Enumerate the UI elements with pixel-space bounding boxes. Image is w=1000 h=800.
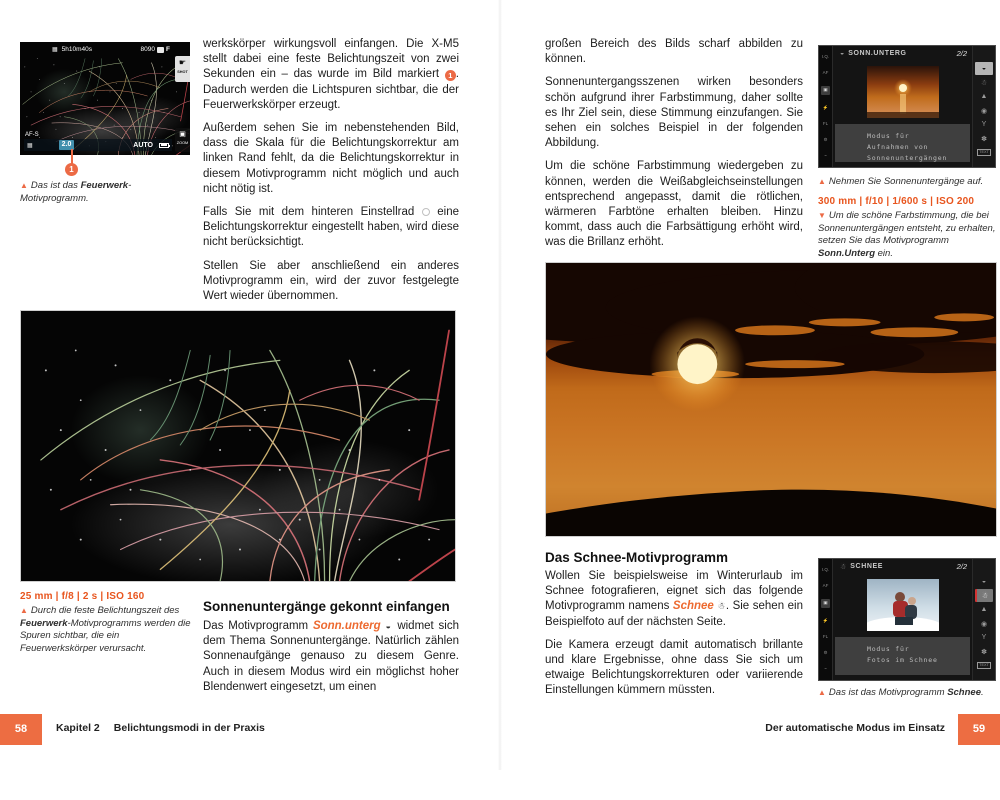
scene-text-item[interactable] xyxy=(975,659,993,672)
sunset-icon: ◒ xyxy=(840,50,845,57)
touch-pointer-icon: ☛ xyxy=(178,58,187,67)
af-mf-menu-icon[interactable]: AF xyxy=(822,69,829,75)
caption-up-triangle-icon: ▲ xyxy=(20,606,28,615)
remaining-time: 5h10m40s xyxy=(61,46,93,53)
scene-mode-list xyxy=(972,46,995,167)
menu-main-area xyxy=(833,46,972,167)
caption-up-triangle-icon: ▲ xyxy=(20,181,28,190)
paragraph: Die Kamera erzeugt damit automatisch brillante und klare Ergebnisse, ohne dass Sie sich um etwaige Belichtungskorrekturen oder variierende Einstellungen kümmern müssten. xyxy=(545,638,803,697)
paragraph-text: Das Motivprogramm xyxy=(203,620,313,632)
snow-preview-thumbnail xyxy=(867,579,939,631)
sunset-exif-settings: 300 mm | f/10 | 1/600 s | ISO 200 xyxy=(818,196,975,207)
snow-section-paragraphs xyxy=(545,569,803,707)
caption-fireworks-screen xyxy=(20,180,192,205)
menu-left-sidebar xyxy=(819,559,833,680)
scene-night-item[interactable]: ◉ xyxy=(980,107,988,115)
scene-night-item[interactable]: ◉ xyxy=(980,620,988,628)
iq-menu-icon[interactable]: I.Q. xyxy=(821,53,830,59)
menu-description-panel xyxy=(835,637,970,675)
menu-title: SCHNEE xyxy=(850,563,884,570)
menu-title: SONN.UNTERG xyxy=(848,50,907,57)
metering-icon: ▦ xyxy=(27,142,33,149)
liveview-bottom-bar xyxy=(24,139,172,151)
menu-desc-line: Aufnahmen von xyxy=(867,143,929,151)
paragraph xyxy=(203,619,459,695)
section-heading-snow: Das Schnee-Motivprogramm xyxy=(545,550,729,565)
sunset-mode-icon: ◒ xyxy=(385,621,393,631)
menu-main-area xyxy=(833,559,972,680)
caption-bold: Schnee xyxy=(947,687,981,698)
af-mode-label: AF-S xyxy=(25,132,39,138)
caption-bold: Feuerwerk xyxy=(20,617,68,629)
menu-page-indicator: 2/2 xyxy=(956,562,967,571)
camera-menu-snow xyxy=(818,558,996,681)
menu-description-panel xyxy=(835,124,970,162)
scene-party-item[interactable]: Y xyxy=(981,121,987,128)
scene-flower-item[interactable]: ✽ xyxy=(981,648,987,656)
paragraph-text: widmet sich dem Thema Sonnenuntergänge. Natürlich zählen Sonnenaufgänge genauso zu diesem Genre. Auch in diesem Modus wird ein möglichst hoher Blendenwert eingesetzt, um einen xyxy=(203,620,459,693)
caption-bold: Feuerwerk xyxy=(80,180,129,191)
keyword-schnee: Schnee xyxy=(672,600,714,613)
scene-snow-item[interactable]: ☃ xyxy=(980,79,988,87)
caption-text: Das ist das xyxy=(30,180,81,191)
paragraph-text: werkskörper wirkungsvoll einfangen. Die X-M5 stellt dabei eine feste Belichtungszeit von zwei Sekunden ein – das wurde im Bild markiert xyxy=(203,38,459,81)
shutter-speed-value: 2.0 xyxy=(59,140,75,150)
page-number-right: 59 xyxy=(958,714,1000,745)
paragraph-text: eine Belichtungskorrektur eingestellt haben, wird diese nicht berücksichtigt. xyxy=(203,206,459,249)
caption-text-2: . xyxy=(980,687,984,698)
paragraph: großen Bereich des Bilds scharf abbilden zu können. xyxy=(545,38,803,66)
shot-tab[interactable] xyxy=(175,56,190,82)
movie-menu-icon[interactable]: FL xyxy=(822,634,829,640)
shooting-menu-icon[interactable]: ▣ xyxy=(821,86,829,95)
paragraph xyxy=(203,205,459,251)
camera-screen-fireworks xyxy=(20,42,190,155)
scene-text-label: TEXT xyxy=(979,150,989,154)
caption-text-2: ein. xyxy=(875,247,893,259)
mymenu-icon[interactable]: ~ xyxy=(824,152,827,158)
sunset-photo xyxy=(545,262,997,537)
section-heading-sunsets: Sonnenuntergänge gekonnt einfangen xyxy=(203,599,450,614)
paragraph: Außerdem sehen Sie im nebenstehenden Bild, dass die Skala für die Belichtungskorrektur am linken Rand fehlt, da die Belichtungskorrektur in diesem Motivprogramm nicht möglich und auch nicht nötig ist. xyxy=(203,122,459,195)
sd-card-icon xyxy=(157,47,164,53)
caption-text-2: -Motivprogramm. xyxy=(20,180,132,204)
scene-mode-list xyxy=(972,559,995,680)
footer-section-title: Der automatische Modus im Einsatz xyxy=(765,722,945,734)
zoom-camera-icon: ▣ xyxy=(179,131,186,138)
command-dial-icon xyxy=(422,208,430,216)
iq-menu-icon[interactable]: I.Q. xyxy=(821,566,830,572)
zoom-tab-label: ZOOM xyxy=(176,141,189,145)
menu-title-bar xyxy=(833,46,972,61)
setup-menu-icon[interactable]: ⚙ xyxy=(823,136,828,142)
left-page-body-column xyxy=(203,37,459,312)
fireworks-photo xyxy=(20,310,456,582)
liveview-top-bar xyxy=(20,42,190,57)
scene-text-item[interactable] xyxy=(975,146,993,159)
setup-menu-icon[interactable]: ⚙ xyxy=(823,649,828,655)
scene-beach-item[interactable]: ▲ xyxy=(980,606,988,613)
paragraph-text: . Sie sehen ein Beispielfoto auf der nächsten Seite. xyxy=(545,600,803,628)
iso-value: AUTO xyxy=(133,141,153,149)
battery-icon xyxy=(159,143,169,148)
menu-title-bar xyxy=(833,559,972,574)
footer-right xyxy=(600,722,945,734)
frames-remaining: 8090 xyxy=(140,46,156,53)
callout-marker-line xyxy=(71,149,73,164)
movie-menu-icon[interactable]: FL xyxy=(822,121,829,127)
menu-page-indicator: 2/2 xyxy=(956,49,967,58)
callout-marker-1: 1 xyxy=(65,163,78,176)
right-page-body-column xyxy=(545,37,803,259)
scene-beach-item[interactable]: ▲ xyxy=(980,93,988,100)
snow-icon: ☃ xyxy=(840,563,847,571)
caption-text: Um die schöne Farbstimmung, die bei Sonnenuntergängen entsteht, zu erhalten, setzen Sie das Motivprogramm xyxy=(818,210,996,246)
paragraph: Um die schöne Farbstimmung wiedergeben zu können, werden die Weißabgleichseinstellungen entsprechend angepasst, damit die rötlichen, wärmeren Farbtöne erhalten bleiben. Hinzu kommt, dass auch die Farbsättigung erhöht wird, was die Brillanz erhöht. xyxy=(545,160,803,249)
page-number-left: 58 xyxy=(0,714,42,745)
scene-text-label: TEXT xyxy=(979,663,989,667)
page-gutter xyxy=(498,0,502,770)
caption-menu-sunset xyxy=(818,176,998,189)
image-quality: F xyxy=(166,46,170,53)
caption-text: Nehmen Sie Sonnenuntergänge auf. xyxy=(828,176,984,187)
menu-desc-line: Modus für xyxy=(867,645,910,653)
caption-text-2: -Motivprogramms werden die Spuren sichtbar, die ein Feuerwerkskörper verursacht. xyxy=(20,617,191,654)
footer-chapter: Kapitel 2 xyxy=(56,722,100,734)
caption-menu-snow xyxy=(818,687,1000,700)
film-simulation-icon: ▦ xyxy=(52,47,58,53)
paragraph xyxy=(545,569,803,630)
menu-desc-line: Fotos im Schnee xyxy=(867,656,938,664)
caption-up-triangle-icon: ▲ xyxy=(818,177,826,186)
marker-1-badge: 1 xyxy=(445,70,456,81)
keyword-sonn-unterg: Sonn.unterg xyxy=(312,620,381,632)
menu-desc-line: Sonnenuntergängen xyxy=(867,154,948,162)
af-mf-menu-icon[interactable]: AF xyxy=(822,582,829,588)
caption-up-triangle-icon: ▲ xyxy=(818,688,826,697)
menu-desc-line: Modus für xyxy=(867,132,910,140)
caption-text: Durch die feste Belichtungszeit des xyxy=(30,605,180,616)
scene-sunset-item[interactable]: ◒ xyxy=(975,62,993,75)
caption-sunset-photo xyxy=(818,210,998,260)
flash-menu-icon[interactable]: ⚡ xyxy=(822,105,829,111)
paragraph xyxy=(203,37,459,113)
section-paragraph xyxy=(203,619,459,703)
caption-text: Das ist das Motivprogramm xyxy=(828,687,948,698)
paragraph: Stellen Sie aber anschließend ein anderes Motivprogramm ein, wird der zuvor festgelegte Wert wieder übernommen. xyxy=(203,259,459,303)
scene-sunset-item[interactable]: ◒ xyxy=(981,578,987,585)
flash-menu-icon[interactable]: ⚡ xyxy=(822,618,829,624)
shot-tab-label: SHOT xyxy=(177,70,188,74)
shooting-menu-icon[interactable]: ▣ xyxy=(821,599,829,608)
photo-exif-settings: 25 mm | f/8 | 2 s | ISO 160 xyxy=(20,591,145,602)
caption-fireworks-photo xyxy=(20,605,198,655)
footer-chapter-title: Belichtungsmodi in der Praxis xyxy=(113,722,265,734)
scene-snow-item[interactable]: ☃ xyxy=(975,589,993,602)
sunset-preview-thumbnail xyxy=(867,66,939,118)
menu-left-sidebar xyxy=(819,46,833,167)
camera-menu-sunset xyxy=(818,45,996,168)
scene-party-item[interactable]: Y xyxy=(981,634,987,641)
caption-down-triangle-icon: ▼ xyxy=(818,211,826,220)
snow-mode-icon: ☃ xyxy=(717,601,726,612)
scene-flower-item[interactable]: ✽ xyxy=(981,135,987,143)
paragraph-text: . Dadurch werden die Lichtspuren sichtbar, die der Feuerwerkskörper erzeugt. xyxy=(203,68,459,111)
zoom-tab[interactable] xyxy=(175,128,190,152)
paragraph-text: Falls Sie mit dem hinteren Einstellrad xyxy=(203,206,422,219)
caption-bold: Sonn.Unterg xyxy=(818,247,875,259)
mymenu-icon[interactable]: ~ xyxy=(824,665,827,671)
paragraph-text: Wollen Sie beispielsweise im Winterurlaub im Schnee fotografieren, eignet sich das folgende Motivprogramm namens xyxy=(545,570,803,613)
paragraph: Sonnenuntergangsszenen wirken besonders schön aufgrund ihrer Farbstimmung, daher sollte es Ihr Ziel sein, diese Stimmung einzufangen. Sie sehen ein solches Beispiel in der folgenden Abbildung. xyxy=(545,76,803,150)
footer-left xyxy=(56,722,265,734)
